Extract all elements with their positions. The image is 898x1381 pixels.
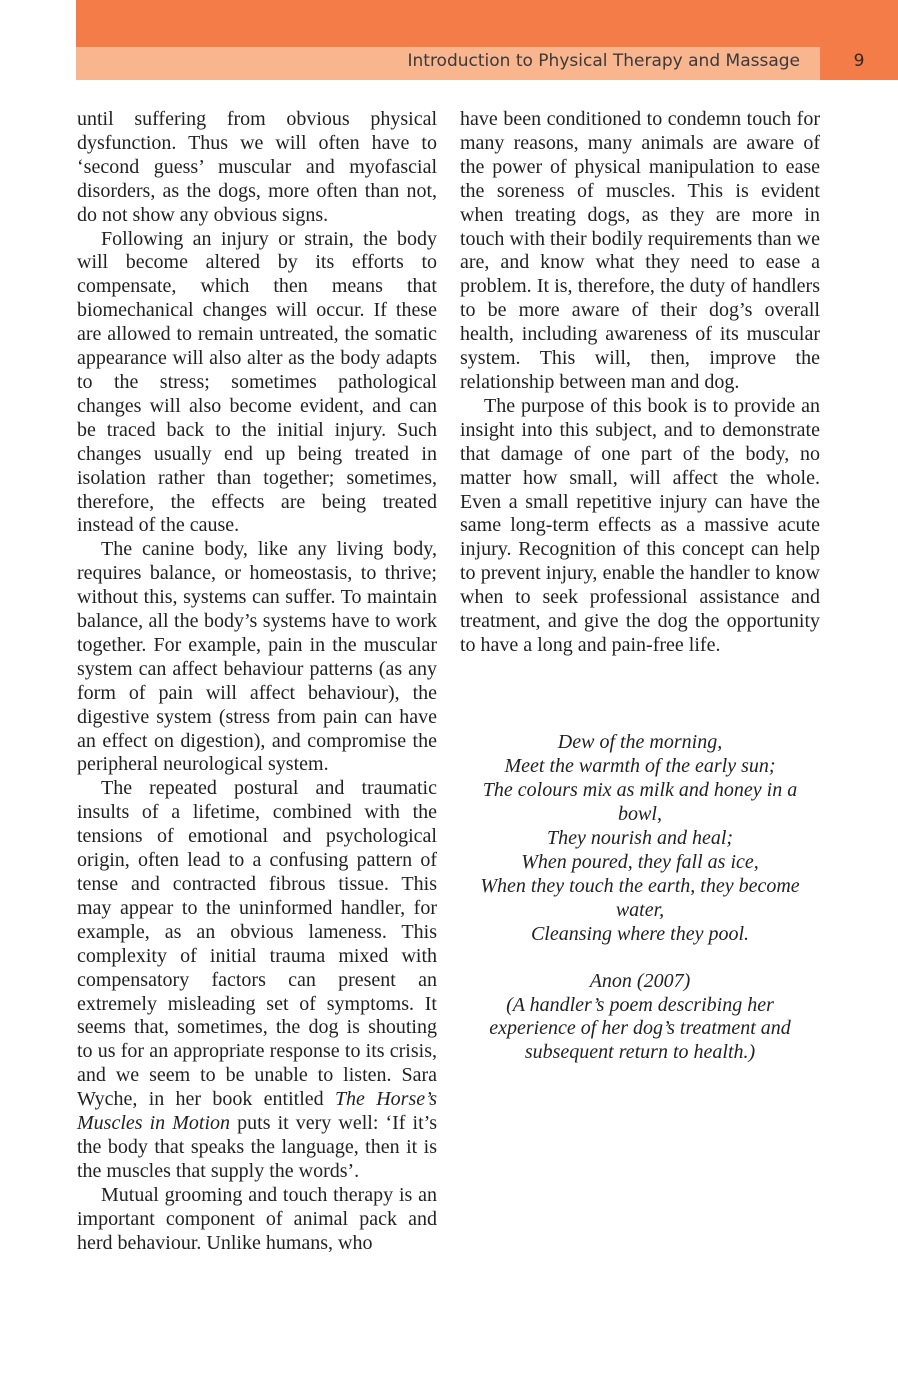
paragraph: have been conditioned to condemn touch for many reasons, many animals are aware of the power of physical manipulation to ease the soreness of muscles. This is evident when treating dogs, as they are more in touch with their bodily requirements than we are, and know what they need to ease a problem. It is, therefore, the duty of handlers to be more aware of their dog’s overall health, including awareness of its muscular system. This will, then, improve the relationship between man and dog. [460,108,820,393]
poem-line: Meet the warmth of the early sun; [504,755,776,777]
page-number: 9 [853,51,865,71]
paragraph-text: The repeated postural and traumatic insults of a lifetime, combined with the tensions of emotional and psychological origin, often lead to a confusing pattern of tense and contracted fibrous tissue. This may appear to the uninformed handler, for example, as an obvious lameness. This complexity of initial trauma mixed with compensatory factors can present an extremely misleading set of symptoms. It seems that, sometimes, the dog is shouting to us for an appropriate response to its crisis, and we seem to be unable to listen. Sara Wyche, in her book entitled [77,777,437,1111]
poem-note-line: experience of her dog’s treatment and [489,1017,791,1039]
book-title: The Horse’s Muscles in Motion [77,1088,437,1135]
poem-note-line: (A handler’s poem describing her [506,993,774,1016]
poem-line: When they touch the earth, they become [480,875,800,897]
poem-author: Anon (2007) [589,970,691,992]
poem-attribution [460,970,820,1064]
paragraph: The purpose of this book is to provide an insight into this subject, and to demonstrate that damage of one part of the body, no matter how small, will affect the whole. Even a small repetitive injury can have the same long-term effects as a massive acute injury. Recognition of this concept can help to prevent injury, enable the handler to know when to seek professional assistance and treatment, and give the dog the opportunity to have a long and pain-free life. [460,394,820,656]
left-column [77,108,437,1256]
running-header [76,47,820,80]
poem-note-line: subsequent return to health.) [524,1040,756,1063]
right-column [460,108,820,658]
poem [460,730,820,946]
poem-line: They nourish and heal; [546,827,734,849]
running-header-title: Introduction to Physical Therapy and Massage [407,51,800,71]
page-number-box [820,47,898,80]
poem-line: When poured, they fall as ice, [521,851,759,873]
poem-line: water, [615,899,665,921]
paragraph: until suffering from obvious physical dysfunction. Thus we will often have to ‘second guess’ muscular and myofascial disorders, as the dogs, more often than not, do not show any obvious signs. [77,108,437,226]
poem-line: The colours mix as milk and honey in a [482,779,798,801]
paragraph: The canine body, like any living body, requires balance, or homeostasis, to thrive; without this, systems can suffer. To maintain balance, all the body’s systems have to work together. For example, pain in the muscular system can affect behaviour patterns (as any form of pain will affect behaviour), the digestive system (stress from pain can have an effect on digestion), and compromise the peripheral neurological system. [77,538,437,776]
paragraph-text: puts it very well: ‘If it’s the body that speaks the language, then it is the muscles that supply the words’. [77,1112,437,1182]
poem-line: Cleansing where they pool. [530,923,750,945]
poem-line: Dew of the morning, [557,731,723,753]
header-top-bar [76,0,898,47]
paragraph: Following an injury or strain, the body will become altered by its efforts to compensate, which then means that biomechanical changes will occur. If these are allowed to remain untreated, the somatic appearance will also alter as the body adapts to the stress; sometimes pathological changes will also become evident, and can be traced back to the initial injury. Such changes usually end up being treated in isolation rather than together; sometimes, therefore, the effects are being treated instead of the cause. [77,227,437,537]
paragraph: Mutual grooming and touch therapy is an important component of animal pack and herd behaviour. Unlike humans, who [77,1183,437,1254]
poem-line: bowl, [618,803,662,825]
paragraph [77,777,437,1183]
